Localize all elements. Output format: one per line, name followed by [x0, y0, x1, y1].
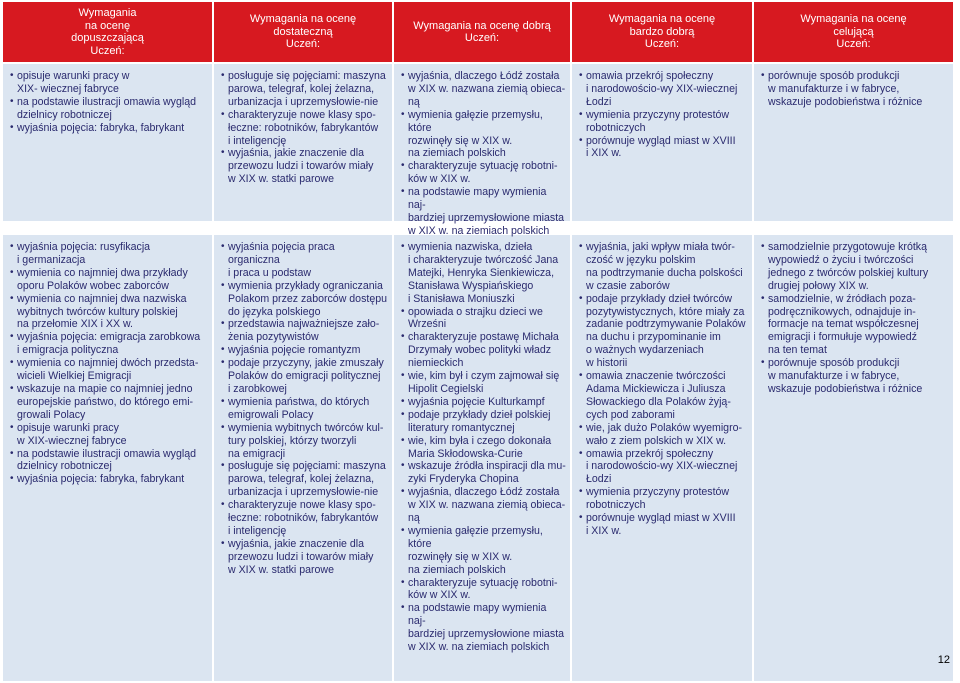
list-item: • wyjaśnia pojęcie romantyzm	[222, 344, 388, 357]
table-cell	[3, 64, 214, 223]
header-cell-dostateczna: Wymagania na ocenę dostateczną Uczeń:	[214, 2, 394, 64]
list-item: • wymienia nazwiska, dzieła i charakteryzuje twórczość Jana Matejki, Henryka Sienkiewicza, Stanisława Wyspiańskiego i Stanisława Moniuszki	[402, 241, 566, 306]
list-item: • wymienia państwa, do których emigrowali Polacy	[222, 396, 388, 422]
list-item: • wyjaśnia, jakie znaczenie dla przewozu ludzi i towarów miały w XIX w. statki parowe	[222, 538, 388, 577]
requirements-table	[3, 2, 953, 683]
list-item: • wymienia wybitnych twórców kul- tury polskiej, którzy tworzyli na emigracji	[222, 422, 388, 461]
list-item: • wymienia przyczyny protestów robotniczych	[580, 109, 748, 135]
list-item: • charakteryzuje postawę Michała Drzymały wobec polityki władz niemieckich	[402, 331, 566, 370]
list-item: • omawia przekrój społeczny i narodowościo-wy XIX-wiecznej Łodzi	[580, 70, 748, 109]
list-item: • porównuje sposób produkcji w manufakturze i w fabryce, wskazuje podobieństwa i różnice	[762, 70, 949, 109]
list-item: • opisuje warunki pracy w XIX- wiecznej fabryce	[11, 70, 208, 96]
list-item: • wyjaśnia, jakie znaczenie dla przewozu ludzi i towarów miały w XIX w. statki parowe	[222, 147, 388, 186]
bullet-list	[214, 235, 392, 577]
table-cell	[754, 235, 953, 683]
list-item: • charakteryzuje nowe klasy spo- łeczne: robotników, fabrykantów i inteligencję	[222, 109, 388, 148]
list-item: • porównuje sposób produkcji w manufakturze i w fabryce, wskazuje podobieństwa i różnice	[762, 357, 949, 396]
bullet-list	[754, 235, 953, 396]
list-item: • wie, kim był i czym zajmował się Hipolit Cegielski	[402, 370, 566, 396]
list-item: • charakteryzuje nowe klasy spo- łeczne: robotników, fabrykantów i inteligencję	[222, 499, 388, 538]
list-item: • wyjaśnia pojęcie Kulturkampf	[402, 396, 566, 409]
table-row	[3, 235, 953, 683]
list-item: • wyjaśnia pojęcia: rusyfikacja i germanizacja	[11, 241, 208, 267]
list-item: • charakteryzuje sytuację robotni- ków w XIX w.	[402, 160, 566, 186]
page-number: 12	[937, 654, 950, 666]
header-cell-dopuszczajaca: Wymagania na ocenę dopuszczającą Uczeń:	[3, 2, 214, 64]
list-item: • podaje przykłady dzieł twórców pozytywistycznych, które miały za zadanie podtrzymywanie Polaków na duchu i przypominanie im o ważnych wydarzeniach w historii	[580, 293, 748, 370]
bullet-list	[3, 235, 212, 486]
list-item: • podaje przyczyny, jakie zmuszały Polaków do emigracji politycznej i zarobkowej	[222, 357, 388, 396]
table-cell	[394, 64, 572, 237]
header-cell-bardzo-dobra: Wymagania na ocenę bardzo dobrą Uczeń:	[572, 2, 754, 64]
list-item: • wskazuje na mapie co najmniej jedno europejskie państwo, do którego emi- growali Polacy	[11, 383, 208, 422]
table-cell	[754, 64, 953, 223]
list-item: • wymienia co najmniej dwa przykłady oporu Polaków wobec zaborców	[11, 267, 208, 293]
list-item: • wskazuje źródła inspiracji dla mu- zyki Fryderyka Chopina	[402, 460, 566, 486]
list-item: • posługuje się pojęciami: maszyna parowa, telegraf, kolej żelazna, urbanizacja i uprzemysłowie-nie	[222, 460, 388, 499]
list-item: • samodzielnie przygotowuje krótką wypowiedź o życiu i twórczości jednego z twórców polskiej kultury drugiej połowy XIX w.	[762, 241, 949, 293]
list-item: • wymienia co najmniej dwóch przedsta- wicieli Wielkiej Emigracji	[11, 357, 208, 383]
list-item: • wyjaśnia pojęcia: fabryka, fabrykant	[11, 122, 208, 135]
list-item: • wie, jak dużo Polaków wyemigro- wało z ziem polskich w XIX w.	[580, 422, 748, 448]
table-cell	[3, 235, 214, 683]
list-item: • charakteryzuje sytuację robotni- ków w XIX w.	[402, 577, 566, 603]
table-row	[3, 64, 953, 237]
list-item: • omawia przekrój społeczny i narodowościo-wy XIX-wiecznej Łodzi	[580, 448, 748, 487]
list-item: • opowiada o strajku dzieci we Wrześni	[402, 306, 566, 332]
list-item: • wyjaśnia, jaki wpływ miała twór- czość w języku polskim na podtrzymanie ducha polskości w czasie zaborów	[580, 241, 748, 293]
list-item: • wymienia co najmniej dwa nazwiska wybitnych twórców kultury polskiej na przełomie XIX i XX w.	[11, 293, 208, 332]
table-cell	[214, 64, 394, 223]
table-cell	[394, 235, 572, 683]
bullet-list	[394, 235, 570, 654]
bullet-list	[754, 64, 953, 109]
list-item: • podaje przykłady dzieł polskiej literatury romantycznej	[402, 409, 566, 435]
list-item: • wyjaśnia, dlaczego Łódź została w XIX w. nazwana ziemią obieca- ną	[402, 486, 566, 525]
list-item: • porównuje wygląd miast w XVIII i XIX w.	[580, 512, 748, 538]
list-item: • przedstawia najważniejsze zało- żenia pozytywistów	[222, 318, 388, 344]
list-item: • na podstawie ilustracji omawia wygląd dzielnicy robotniczej	[11, 448, 208, 474]
bullet-list	[572, 64, 752, 160]
bullet-list	[572, 235, 752, 538]
list-item: • opisuje warunki pracy w XIX-wiecznej fabryce	[11, 422, 208, 448]
list-item: • posługuje się pojęciami: maszyna parowa, telegraf, kolej żelazna, urbanizacja i uprzemysłowie-nie	[222, 70, 388, 109]
list-item: • wymienia gałęzie przemysłu, które rozwinęły się w XIX w. na ziemiach polskich	[402, 525, 566, 577]
table-cell	[214, 235, 394, 683]
header-cell-celujaca: Wymagania na ocenę celującą Uczeń:	[754, 2, 953, 64]
header-cell-dobra: Wymagania na ocenę dobrą Uczeń:	[394, 2, 572, 64]
list-item: • wymienia gałęzie przemysłu, które rozwinęły się w XIX w. na ziemiach polskich	[402, 109, 566, 161]
list-item: • na podstawie mapy wymienia naj- bardziej uprzemysłowione miasta w XIX w. na ziemiach polskich	[402, 602, 566, 654]
list-item: • wymienia przyczyny protestów robotniczych	[580, 486, 748, 512]
table-cell	[572, 64, 754, 223]
list-item: • wyjaśnia, dlaczego Łódź została w XIX w. nazwana ziemią obieca- ną	[402, 70, 566, 109]
list-item: • samodzielnie, w źródłach poza- podręcznikowych, odnajduje in- formacje na temat współczesnej emigracji i formułuje wypowiedź na ten temat	[762, 293, 949, 358]
bullet-list	[214, 64, 392, 186]
bullet-list	[394, 64, 570, 238]
list-item: • omawia znaczenie twórczości Adama Mickiewicza i Juliusza Słowackiego dla Polaków żyją- cych pod zaborami	[580, 370, 748, 422]
list-item: • na podstawie ilustracji omawia wygląd dzielnicy robotniczej	[11, 96, 208, 122]
list-item: • wyjaśnia pojęcia: emigracja zarobkowa i emigracja polityczna	[11, 331, 208, 357]
list-item: • wie, kim była i czego dokonała Maria Skłodowska-Curie	[402, 435, 566, 461]
list-item: • wyjaśnia pojęcia praca organiczna i praca u podstaw	[222, 241, 388, 280]
list-item: • porównuje wygląd miast w XVIII i XIX w.	[580, 135, 748, 161]
header-row	[3, 2, 953, 64]
list-item: • wymienia przykłady ograniczania Polakom przez zaborców dostępu do języka polskiego	[222, 280, 388, 319]
table-cell	[572, 235, 754, 683]
bullet-list	[3, 64, 212, 135]
list-item: • na podstawie mapy wymienia naj- bardziej uprzemysłowione miasta w XIX w. na ziemiach polskich	[402, 186, 566, 238]
list-item: • wyjaśnia pojęcia: fabryka, fabrykant	[11, 473, 208, 486]
